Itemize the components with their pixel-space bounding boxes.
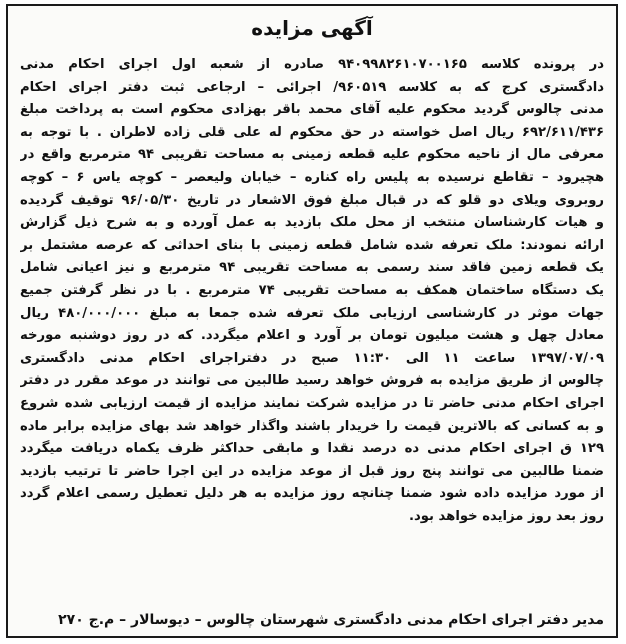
notice-line: در پرونده کلاسه ۹۴۰۹۹۸۲۶۱۰۷۰۰۱۶۵ صادره از شعبه اول اجرای احکام مدنی <box>20 57 604 72</box>
notice-line: از مورد مزایده داده شود ضمنا چنانچه روز مزایده به هر دلیل تعطیل رسمی اعلام گردد <box>20 486 604 502</box>
notice-line: معرفی مال از ناحیه محکوم علیه قطعه زمینی به مساحت تقریبی ۹۴ مترمربع واقع در <box>20 147 604 163</box>
notice-frame <box>6 4 618 638</box>
notice-line: ۱۳۹۷/۰۷/۰۹ ساعت ۱۱ الی ۱۱:۳۰ صبح در دفتراجرای احکام مدنی دادگستری <box>20 350 604 366</box>
notice-body <box>20 54 604 528</box>
notice-line: هچیرود – تقاطع نرسیده به پلیس راه کناره – خیابان ولیعصر – کوچه یاس ۶ – کوچه <box>20 169 604 185</box>
notice-title: آگهی مزایده <box>251 16 373 40</box>
notice-line: اجرای احکام مدنی حاضر تا در مزایده شرکت نمایند مزایده از قیمت ارزیابی شده شروع <box>20 395 604 411</box>
notice-line: دادگستری کرج که به کلاسه ۹۶۰۵۱۹/ اجرائی – ارجاعی ثبت دفتر اجرای احکام <box>20 79 604 95</box>
notice-line: یک دستگاه ساختمان همکف به مساحت تقریبی ۷۴ مترمربع . با در نظر گرفتن جمیع <box>20 282 604 298</box>
notice-line: معادل چهل و هشت میلیون تومان بر آورد و اعلام میگردد. که در روز دوشنبه مورخه <box>20 328 604 344</box>
notice-line: و به کسانی که بالاترین قیمت را خریدار باشند واگذار خواهد شد بهای مزایده برابر ماده <box>20 418 604 434</box>
notice-line: جهات موثر در کارشناسی ارزیابی ملک تعرفه شده جمعا به مبلغ ۴۸۰/۰۰۰/۰۰۰ ریال <box>20 305 604 321</box>
notice-line: مدنی چالوس گردید محکوم علیه آقای محمد باقر بهزادی محکوم است به پرداخت مبلغ <box>20 102 604 118</box>
notice-line: روبروی ویلای دو قلو که در قبال مبلغ فوق الاشعار در تاریخ ۹۶/۰۵/۳۰ توقیف گردیده <box>20 192 604 208</box>
notice-line: روز بعد روز مزایده خواهد بود. <box>408 508 604 524</box>
notice-line: ضمنا طالبین می توانند پنج روز قبل از موعد مزایده در این اجرا حاضر تا ترتیب بازدید <box>20 463 604 479</box>
notice-line: چالوس از طریق مزایده به فروش خواهد رسید طالبین می توانند در موعد مقرر در دفتر <box>20 373 604 389</box>
notice-line: و هیات کارشناسان منتخب از محل ملک بازدید به عمل آورده و به شرح ذیل گزارش <box>20 215 604 231</box>
notice-signature: مدیر دفتر اجرای احکام مدنی دادگستری شهرستان چالوس – دیوسالار – م.ج ۲۷۰ <box>58 612 604 628</box>
notice-line: ارائه نمودند: ملک تعرفه شده شامل قطعه زمینی با بنای احداثی که عرصه مشتمل بر <box>20 237 604 253</box>
notice-line: یک قطعه زمین فاقد سند رسمی به مساحت تقریبی ۹۴ مترمربع و نیز اعیانی شامل <box>20 260 604 276</box>
notice-line: ۱۲۹ ق اجرای احکام مدنی ده درصد نقدا و مابقی حداکثر ظرف یکماه دریافت میگردد <box>20 441 604 457</box>
notice-line: ۶۹۲/۶۱۱/۴۳۶ ریال اصل خواسته در حق محکوم له علی قلی زاده لاطران . با توجه به <box>20 124 604 140</box>
